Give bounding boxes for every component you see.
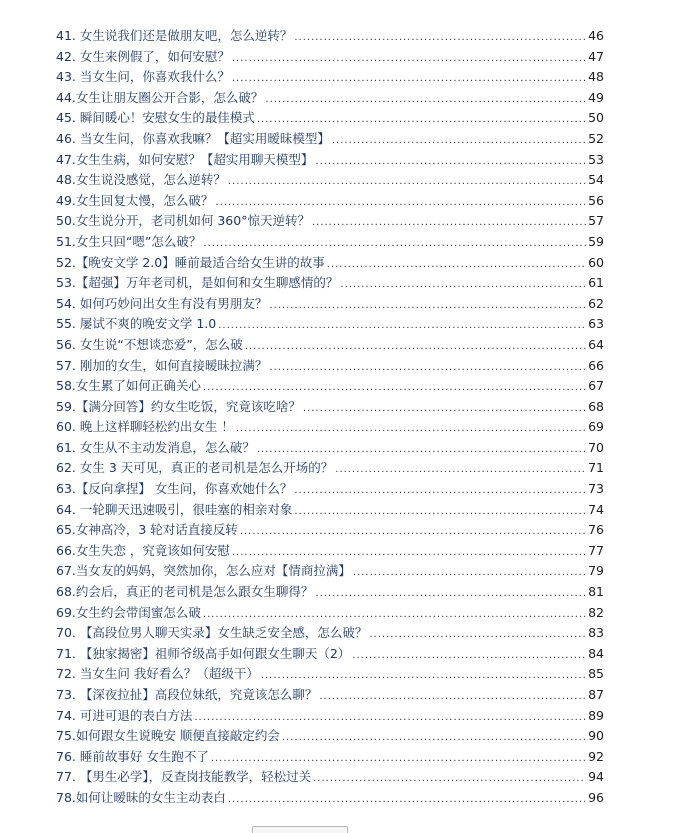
toc-entry-title: 44.女生让朋友圈公开合影，怎么破？	[56, 89, 264, 105]
dot-leader	[340, 275, 586, 296]
toc-entry[interactable]	[56, 232, 604, 253]
dot-leader	[269, 296, 586, 317]
toc-entry-title: 54. 如何巧妙问出女生有没有男朋友？	[56, 295, 268, 311]
toc-entry-title: 57. 刚加的女生，如何直接暧昧拉满？	[56, 357, 268, 373]
toc-entry[interactable]	[56, 747, 604, 768]
toc-entry[interactable]	[56, 376, 604, 397]
dot-leader	[353, 563, 586, 584]
toc-entry[interactable]	[56, 685, 604, 706]
toc-entry-page: 82	[588, 604, 604, 620]
toc-entry[interactable]	[56, 314, 604, 335]
dot-leader	[335, 460, 586, 481]
toc-entry-title: 41. 女生说我们还是做朋友吧，怎么逆转？	[56, 28, 293, 43]
toc-entry-page: 59	[588, 233, 604, 249]
toc-entry[interactable]	[56, 88, 604, 109]
toc-entry-page: 66	[588, 357, 604, 373]
toc-entry-page: 63	[588, 316, 604, 332]
toc-entry[interactable]	[56, 417, 604, 438]
toc-entry[interactable]	[56, 644, 604, 665]
dot-leader	[315, 584, 586, 605]
toc-entry-title: 76. 睡前故事好 女生跑不了	[56, 748, 209, 764]
toc-entry[interactable]	[56, 294, 604, 315]
toc-entry[interactable]	[56, 561, 604, 582]
toc-entry-page: 89	[588, 707, 604, 723]
toc-entry-title: 55. 屡试不爽的晚安文学 1.0	[56, 316, 217, 332]
toc-entry-title: 60. 晚上这样聊轻松约出女生 ！	[56, 419, 234, 435]
toc-entry[interactable]	[56, 603, 604, 624]
dot-leader	[232, 543, 586, 564]
toc-entry[interactable]	[56, 211, 604, 232]
toc-entry[interactable]	[56, 726, 604, 747]
dot-leader	[232, 49, 586, 70]
dot-leader	[240, 522, 586, 543]
toc-entry[interactable]	[56, 356, 604, 377]
toc-entry-page: 57	[588, 213, 604, 229]
dot-leader	[294, 481, 586, 502]
toc-entry[interactable]	[56, 623, 604, 644]
dot-leader	[236, 419, 586, 440]
toc-entry-title: 72. 当女生问 我好看么？（超级干）	[56, 666, 259, 682]
toc-entry-title: 59.【满分回答】约女生吃饭，究竟该吃啥？	[56, 398, 301, 414]
toc-entry-title: 68.约会后，真正的老司机是怎么跟女生聊得？	[56, 584, 314, 600]
toc-entry-page: 69	[588, 419, 604, 435]
toc-entry[interactable]	[56, 150, 604, 171]
toc-entry-page: 50	[588, 110, 604, 126]
toc-entry[interactable]	[56, 26, 604, 47]
toc-entry-title: 70. 【高段位男人聊天实录】女生缺乏安全感，怎么破？	[56, 625, 368, 641]
toc-entry-page: 71	[588, 460, 604, 476]
toc-entry-page: 76	[588, 522, 604, 538]
dot-leader	[352, 646, 586, 667]
toc-entry-title: 48.女生说没感觉，怎么逆转？	[56, 172, 226, 188]
toc-entry-title: 62. 女生 3 天可见，真正的老司机是怎么开场的？	[56, 460, 334, 476]
toc-entry-page: 67	[588, 378, 604, 394]
toc-entry-page: 96	[588, 789, 604, 805]
toc-entry[interactable]	[56, 335, 604, 356]
toc-entry[interactable]	[56, 397, 604, 418]
toc-entry-title: 58.女生累了如何正确关心	[56, 378, 201, 394]
toc-entry-page: 79	[588, 563, 604, 579]
dot-leader	[369, 625, 586, 646]
toc-entry-page: 73	[588, 481, 604, 497]
toc-entry-title: 73. 【深夜拉扯】高段位妹纸，究竟该怎么聊？	[56, 687, 318, 702]
toc-entry-page: 56	[588, 192, 604, 208]
dot-leader	[203, 234, 586, 255]
toc-entry-title: 66.女生失恋 ，究竟该如何安慰	[56, 542, 230, 558]
toc-entry-title: 50.女生说分开，老司机如何 360°惊天逆转？	[56, 213, 310, 229]
toc-entry-title: 47.女生生病，如何安慰？【超实用聊天模型】	[56, 151, 314, 167]
toc-entry[interactable]	[56, 191, 604, 212]
toc-entry[interactable]	[56, 479, 604, 500]
toc-entry-page: 70	[588, 439, 604, 455]
toc-entry-title: 46. 当女生问，你喜欢我嘛？【超实用暧昧模型】	[56, 130, 330, 146]
toc-entry-title: 52.【晚安文学 2.0】睡前最适合给女生讲的故事	[56, 254, 325, 270]
toc-entry-title: 78.如何让暧昧的女生主动表白	[56, 789, 226, 805]
toc-entry-title: 45. 瞬间暖心！安慰女生的最佳模式	[56, 110, 255, 126]
toc-entry-title: 74. 可进可退的表白方法	[56, 707, 193, 723]
toc-entry-page: 85	[588, 666, 604, 682]
toc-entry-title: 42. 女生来例假了，如何安慰？	[56, 48, 230, 64]
toc-entry-title: 64. 一轮聊天迅速吸引，很哇塞的相亲对象	[56, 501, 293, 517]
dot-leader	[313, 769, 586, 790]
toc-entry-title: 77. 【男生必学】，反查岗技能教学，轻松过关	[56, 769, 312, 785]
toc-entry-title: 43. 当女生问，你喜欢我什么？	[56, 69, 230, 85]
toc-entry[interactable]	[56, 253, 604, 274]
toc-entry-page: 52	[588, 130, 604, 146]
dot-leader	[211, 749, 586, 770]
toc-entry[interactable]	[56, 788, 604, 809]
dot-leader	[294, 502, 586, 523]
toc-entry-title: 65.女神高冷，3 轮对话直接反转	[56, 522, 238, 538]
dot-leader	[194, 708, 586, 729]
dot-leader	[315, 152, 586, 173]
toc-entry[interactable]	[56, 170, 604, 191]
toc-entry-page: 61	[588, 275, 604, 291]
toc-entry-title: 61. 女生从不主动发消息，怎么破？	[56, 439, 255, 455]
toc-entry[interactable]	[56, 438, 604, 459]
dot-leader	[265, 90, 586, 111]
toc-entry-title: 75.如何跟女生说晚安 顺便直接敲定约会	[56, 728, 280, 744]
toc-entry-title: 63.【反向拿捏】 女生问，你喜欢她什么？	[56, 481, 293, 497]
toc-entry-page: 47	[588, 48, 604, 64]
toc-entry-page: 54	[588, 172, 604, 188]
toc-entry-page: 92	[588, 748, 604, 764]
toc-entry[interactable]	[56, 664, 604, 685]
dot-leader	[203, 605, 586, 626]
toc-entry[interactable]	[56, 458, 604, 479]
toc-entry[interactable]	[56, 767, 604, 788]
toc-entry[interactable]	[56, 129, 604, 150]
toc-entry-page: 53	[588, 151, 604, 167]
dot-leader	[294, 28, 586, 49]
dot-leader	[319, 687, 586, 708]
toc-entry-title: 69.女生约会带闺蜜怎么破	[56, 604, 201, 620]
toc-entry-title: 67.当女友的妈妈，突然加你，怎么应对【情商拉满】	[56, 563, 351, 579]
toc-entry[interactable]	[56, 706, 604, 727]
dot-leader	[218, 316, 586, 337]
toc-entry-page: 90	[588, 728, 604, 744]
toc-entry-page: 94	[588, 769, 604, 785]
toc-entry-page: 60	[588, 254, 604, 270]
dot-leader	[215, 193, 586, 214]
dot-leader	[327, 255, 586, 276]
dot-leader	[245, 337, 586, 358]
toc-entry-page: 81	[588, 584, 604, 600]
dot-leader	[312, 213, 586, 234]
toc-entry[interactable]	[56, 47, 604, 68]
toc-entry-page: 68	[588, 398, 604, 414]
toc-entry-title: 56. 女生说“不想谈恋爱”，怎么破	[56, 336, 243, 352]
toc-entry[interactable]	[56, 108, 604, 129]
dot-leader	[232, 69, 586, 90]
toc-entry-page: 48	[588, 69, 604, 85]
toc-entry[interactable]	[56, 67, 604, 88]
toc-entry-page: 77	[588, 542, 604, 558]
toc-entry-page: 46	[588, 28, 604, 43]
dot-leader	[303, 399, 586, 420]
toc-entry-page: 62	[588, 295, 604, 311]
toc-entry-title: 49.女生回复太慢，怎么破？	[56, 192, 214, 208]
dot-leader	[261, 666, 586, 687]
toc-entry-page: 74	[588, 501, 604, 517]
toc-entry[interactable]	[56, 520, 604, 541]
toc-entry-title: 51.女生只回“嗯”怎么破？	[56, 233, 202, 249]
dot-leader	[228, 172, 586, 193]
dot-leader	[203, 378, 586, 399]
toc-entry-title: 53.【超强】万年老司机，是如何和女生聊感情的？	[56, 275, 339, 291]
toc-entry[interactable]	[56, 500, 604, 521]
dot-leader	[269, 358, 586, 379]
toc-entry-page: 83	[588, 625, 604, 641]
dot-leader	[228, 790, 586, 811]
toc-entry-page: 87	[588, 687, 604, 702]
dot-leader	[257, 110, 586, 131]
dot-leader	[257, 440, 586, 461]
dot-leader	[282, 728, 586, 749]
toc-entry[interactable]	[56, 273, 604, 294]
toc-entry-page: 84	[588, 645, 604, 661]
table-of-contents	[56, 26, 604, 809]
toc-entry[interactable]	[56, 541, 604, 562]
toc-entry-title: 71. 【独家揭密】祖师爷级高手如何跟女生聊天（2）	[56, 645, 351, 661]
dot-leader	[332, 131, 586, 152]
toc-entry[interactable]	[56, 582, 604, 603]
toc-entry-page: 49	[588, 89, 604, 105]
toc-entry-page: 64	[588, 336, 604, 352]
